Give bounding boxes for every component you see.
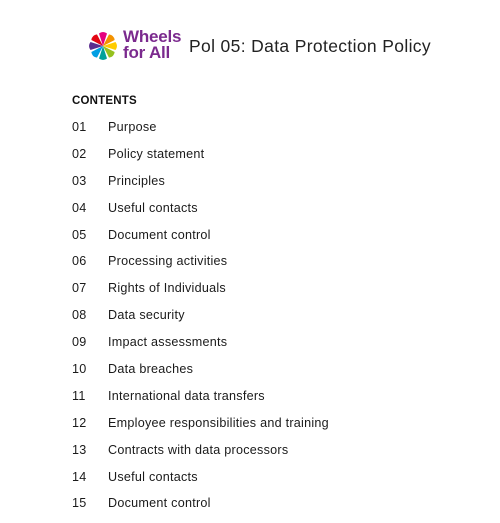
document-title: Pol 05: Data Protection Policy — [189, 36, 432, 56]
toc-item-label: Data breaches — [108, 362, 194, 377]
toc-item-label: Principles — [108, 173, 166, 188]
toc-item-number: 10 — [72, 362, 87, 377]
toc-item-label: Rights of Individuals — [108, 281, 226, 296]
wheels-for-all-logo-icon — [88, 31, 118, 61]
toc-item-number: 15 — [72, 496, 87, 511]
toc-item-label: Document control — [108, 227, 211, 242]
toc-item-number: 11 — [72, 388, 86, 403]
toc-item-number: 02 — [72, 146, 87, 161]
logo-line-1: Wheels — [123, 27, 182, 46]
toc-item-number: 12 — [72, 415, 87, 430]
toc-item-label: Purpose — [108, 120, 157, 134]
toc-item-number: 08 — [72, 308, 87, 323]
logo-line-2: for All — [123, 43, 171, 62]
toc-item-label: Useful contacts — [108, 200, 198, 215]
toc-item-label: International data transfers — [108, 388, 265, 403]
toc-item-number: 13 — [72, 442, 87, 457]
toc-item-number: 04 — [72, 200, 87, 215]
document-header — [0, 0, 500, 70]
toc-item-label: Data security — [108, 308, 185, 323]
toc-item-label: Document control — [108, 496, 211, 511]
toc-item-label: Policy statement — [108, 146, 205, 161]
toc-item-label: Impact assessments — [108, 335, 228, 350]
toc-item-number: 03 — [72, 173, 87, 188]
toc-item-label: Contracts with data processors — [108, 442, 289, 457]
toc-item-label: Useful contacts — [108, 469, 198, 484]
toc-item-label: Processing activities — [108, 254, 228, 269]
toc-item-number: 01 — [72, 120, 87, 134]
toc-item-number: 06 — [72, 254, 87, 269]
toc-item-number: 05 — [72, 227, 87, 242]
toc-item-label: Employee responsibilities and training — [108, 415, 329, 430]
logo-wordmark — [123, 29, 181, 61]
toc-item-number: 07 — [72, 281, 87, 296]
contents-heading: CONTENTS — [72, 95, 137, 107]
toc-item-number: 09 — [72, 335, 87, 350]
toc-item-number: 14 — [72, 469, 87, 484]
